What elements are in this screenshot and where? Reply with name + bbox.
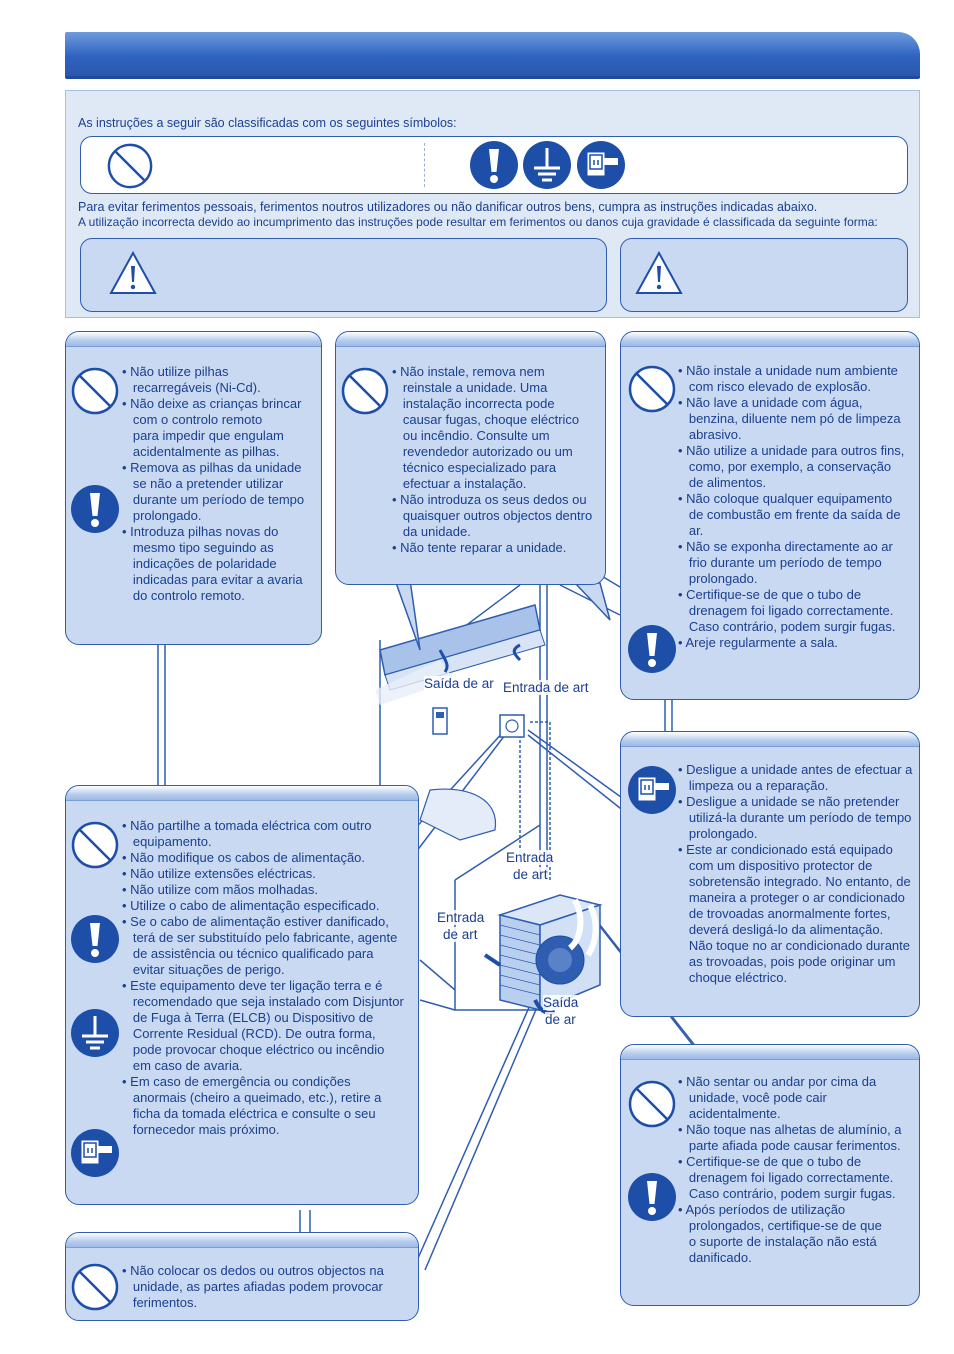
bullet-line: instalação incorrecta pode — [392, 396, 555, 411]
fingers-bullet-list — [122, 1263, 384, 1311]
bullet-line: pode provocar choque eléctrico ou incêndio — [122, 1042, 385, 1057]
bullet-line: utilizá-la durante um período de tempo — [678, 810, 912, 825]
bullet-line: benzina, diluente nem pó de limpeza — [678, 411, 901, 426]
bullet-line: efectuar a instalação. — [392, 476, 527, 491]
ground-icon — [70, 1008, 120, 1058]
bullet-line: Corrente Residual (RCD). De outra forma, — [122, 1026, 376, 1041]
bullet-line: do controlo remoto. — [122, 588, 245, 603]
prohibited-icon — [70, 366, 120, 416]
bullet-line: frio durante um período de tempo — [678, 555, 882, 570]
bullet-line: • Em caso de emergência ou condições — [122, 1074, 351, 1089]
mandatory-icon — [627, 624, 677, 674]
bullet-line: • Não sentar ou andar por cima da — [678, 1074, 877, 1089]
unplug-icon — [70, 1128, 120, 1178]
label-entrada-ar-side-2: de art — [443, 927, 478, 942]
bullet-line: prolongado. — [678, 571, 758, 586]
bullet-line: durante um período de tempo — [122, 492, 305, 507]
bullet-line: da unidade. — [392, 524, 471, 539]
bullet-line: • Não utilize com mãos molhadas. — [122, 882, 319, 897]
bullet-line: • Não utilize pilhas — [122, 364, 229, 379]
prohibited-icon — [340, 366, 390, 416]
label-entrada-ar-side-1: Entrada — [437, 910, 485, 925]
bullet-line: de alimentos. — [678, 475, 767, 490]
bullet-line: se não a pretender utilizar — [122, 476, 284, 491]
power-bullet-list — [678, 762, 912, 986]
bullet-line: • Não utilize extensões eléctricas. — [122, 866, 316, 881]
bullet-line: acidentalmente. — [678, 1106, 781, 1121]
bullet-line: • Desligue a unidade se não pretender — [678, 794, 900, 809]
bullet-item — [678, 1154, 902, 1202]
bullet-line: prolongados, certifique-se de que — [678, 1218, 882, 1233]
bullet-line: • Não lave a unidade com água, — [678, 395, 863, 410]
bullet-item — [122, 1263, 384, 1311]
bullet-line: • Areje regularmente a sala. — [678, 635, 838, 650]
bullet-line: • Não partilhe a tomada eléctrica com outro — [122, 818, 372, 833]
bullet-item — [678, 395, 904, 443]
bullet-item — [678, 1122, 902, 1154]
bullet-item — [122, 898, 404, 914]
bullet-line: de combustão em frente da saída de — [678, 507, 901, 522]
bullet-line: em caso de avaria. — [122, 1058, 243, 1073]
bullet-line: • Este ar condicionado está equipado — [678, 842, 893, 857]
bullet-line: Caso contrário, podem surgir fugas. — [678, 1186, 896, 1201]
bullet-line: de trovoadas anormalmente fortes, — [678, 906, 891, 921]
bullet-line: recomendado que seja instalado com Disjuntor — [122, 994, 404, 1009]
bullet-line: drenagem foi ligado correctamente. — [678, 603, 894, 618]
intro-line-severity: A utilização incorrecta devido ao incumprimento das instruções pode resultar em ferimentos ou danos cuja gravidade é classificada da seguinte forma: — [78, 215, 878, 229]
bullet-line: recarregáveis (Ni-Cd). — [122, 380, 261, 395]
bullet-item — [122, 396, 304, 460]
outdoor-bullet-list — [678, 1074, 902, 1266]
prohibited-icon — [627, 1079, 677, 1129]
bullet-item — [122, 818, 404, 850]
bullet-line: prolongado. — [678, 826, 758, 841]
bullet-item — [678, 491, 904, 539]
bullet-line: • Não instale a unidade num ambiente — [678, 363, 898, 378]
bullet-line: abrasivo. — [678, 427, 742, 442]
bullet-line: • Se o cabo de alimentação estiver danificado, — [122, 914, 389, 929]
install-bullet-list — [392, 364, 592, 556]
bullet-line: quaisquer outros objectos dentro — [392, 508, 593, 523]
intro-line-avoid: Para evitar ferimentos pessoais, ferimentos noutros utilizadores ou não danificar outros bens, cumpra as instruções indicadas abaixo. — [78, 200, 818, 214]
unplug-icon — [627, 765, 677, 815]
bullet-line: ficha da tomada eléctrica e consulte o seu — [122, 1106, 376, 1121]
bullet-line: acidentalmente as pilhas. — [122, 444, 280, 459]
bullet-line: maneira a proteger o ar condicionado — [678, 890, 905, 905]
indoor-bullet-list — [678, 363, 904, 651]
bullet-item — [678, 1202, 902, 1266]
bullet-item — [678, 842, 912, 986]
bullet-item — [122, 866, 404, 882]
bullet-line: • Remova as pilhas da unidade — [122, 460, 302, 475]
bullet-item — [122, 460, 304, 524]
bullet-item — [678, 635, 904, 651]
bullet-line: • Não utilize a unidade para outros fins, — [678, 443, 905, 458]
bullet-item — [122, 914, 404, 978]
bullet-item — [392, 492, 592, 540]
bullet-line: unidade, você pode cair — [678, 1090, 827, 1105]
bullet-line: as trovoadas, pois pode originar um — [678, 954, 896, 969]
bullet-item — [678, 1074, 902, 1122]
bullet-line: deverá desligá-lo da alimentação. — [678, 922, 884, 937]
bullet-line: de assistência ou técnico qualificado para — [122, 946, 374, 961]
bullet-line: terá de ser substituído pelo fabricante, agente — [122, 930, 398, 945]
bullet-item — [678, 762, 912, 794]
bullet-line: causar fugas, choque eléctrico — [392, 412, 580, 427]
bullet-line: • Não toque nas alhetas de alumínio, a — [678, 1122, 902, 1137]
label-saida-ar-outdoor-2: de ar — [545, 1012, 576, 1027]
prohibited-icon — [627, 364, 677, 414]
bullet-line: mesmo tipo seguindo as — [122, 540, 274, 555]
bullet-line: indicações de polaridade — [122, 556, 277, 571]
bullet-line: • Desligue a unidade antes de efectuar a — [678, 762, 913, 777]
bullet-line: • Não tente reparar a unidade. — [392, 540, 567, 555]
bullet-line: • Utilize o cabo de alimentação especificado. — [122, 898, 380, 913]
bullet-line: Caso contrário, podem surgir fugas. — [678, 619, 896, 634]
bullet-line: • Não instale, remova nem — [392, 364, 545, 379]
bullet-line: com o controlo remoto — [122, 412, 263, 427]
prohibited-icon — [70, 820, 120, 870]
bullet-line: equipamento. — [122, 834, 212, 849]
bullet-line: • Certifique-se de que o tubo de — [678, 1154, 862, 1169]
bullet-item — [678, 363, 904, 395]
bullet-line: unidade, as partes afiadas podem provocar — [122, 1279, 383, 1294]
bullet-line: danificado. — [678, 1250, 752, 1265]
bullet-line: • Não colocar os dedos ou outros objectos na — [122, 1263, 384, 1278]
remote-bullet-list — [122, 364, 304, 604]
bullet-line: • Não modifique os cabos de alimentação. — [122, 850, 366, 865]
prohibited-icon — [70, 1262, 120, 1312]
bullet-line: • Este equipamento deve ter ligação terra e é — [122, 978, 383, 993]
bullet-line: para impedir que engulam — [122, 428, 284, 443]
bullet-item — [678, 794, 912, 842]
bullet-line: com um dispositivo protector de — [678, 858, 873, 873]
bullet-item — [122, 978, 404, 1074]
bullet-line: o suporte de instalação não está — [678, 1234, 877, 1249]
intro-line-symbols: As instruções a seguir são classificadas com os seguintes símbolos: — [78, 116, 457, 130]
bullet-line: indicadas para evitar a avaria — [122, 572, 303, 587]
mandatory-icon — [627, 1172, 677, 1222]
bullet-line: fornecedor mais próximo. — [122, 1122, 280, 1137]
bullet-item — [122, 882, 404, 898]
bullet-item — [678, 443, 904, 491]
bullet-line: • Não coloque qualquer equipamento — [678, 491, 893, 506]
bullet-line: ferimentos. — [122, 1295, 198, 1310]
label-entrada-ar-indoor: Entrada de art — [503, 680, 589, 695]
bullet-line: parte afiada pode causar ferimentos. — [678, 1138, 901, 1153]
bullet-line: reinstale a unidade. Uma — [392, 380, 548, 395]
bullet-line: • Após períodos de utilização — [678, 1202, 846, 1217]
bullet-line: • Introduza pilhas novas do — [122, 524, 279, 539]
bullet-item — [122, 850, 404, 866]
label-entrada-ar-top-1: Entrada — [506, 850, 554, 865]
bullet-item — [122, 1074, 404, 1138]
mandatory-icon — [70, 914, 120, 964]
mandatory-icon — [70, 484, 120, 534]
bullet-line: • Certifique-se de que o tubo de — [678, 587, 862, 602]
bullet-item — [392, 364, 592, 492]
label-entrada-ar-top-2: de art — [513, 867, 548, 882]
bullet-item — [122, 364, 304, 396]
bullet-line: ou incêndio. Consulte um — [392, 428, 550, 443]
bullet-line: evitar situações de perigo. — [122, 962, 285, 977]
bullet-line: choque eléctrico. — [678, 970, 788, 985]
label-saida-ar-outdoor-1: Saída — [543, 995, 579, 1010]
bullet-line: de Fuga à Terra (ELCB) ou Dispositivo de — [122, 1010, 374, 1025]
bullet-line: como, por exemplo, a conservação — [678, 459, 892, 474]
bullet-item — [392, 540, 592, 556]
bullet-item — [122, 524, 304, 604]
bullet-line: • Não se exponha directamente ao ar — [678, 539, 893, 554]
bullet-line: ar. — [678, 523, 704, 538]
bullet-line: limpeza ou a reparação. — [678, 778, 829, 793]
bullet-line: técnico especializado para — [392, 460, 557, 475]
bullet-line: anormais (cheiro a queimado, etc.), retire a — [122, 1090, 382, 1105]
label-saida-ar-indoor: Saída de ar — [424, 676, 494, 691]
bullet-line: sobretensão integrado. No entanto, de — [678, 874, 911, 889]
bullet-item — [678, 539, 904, 587]
outlet-bullet-list — [122, 818, 404, 1138]
bullet-item — [678, 587, 904, 635]
bullet-line: • Não deixe as crianças brincar — [122, 396, 302, 411]
bullet-line: com risco elevado de explosão. — [678, 379, 871, 394]
bullet-line: revendedor autorizado ou um — [392, 444, 573, 459]
bullet-line: prolongado. — [122, 508, 202, 523]
bullet-line: Não toque no ar condicionado durante — [678, 938, 911, 953]
bullet-line: drenagem foi ligado correctamente. — [678, 1170, 894, 1185]
bullet-line: • Não introduza os seus dedos ou — [392, 492, 587, 507]
